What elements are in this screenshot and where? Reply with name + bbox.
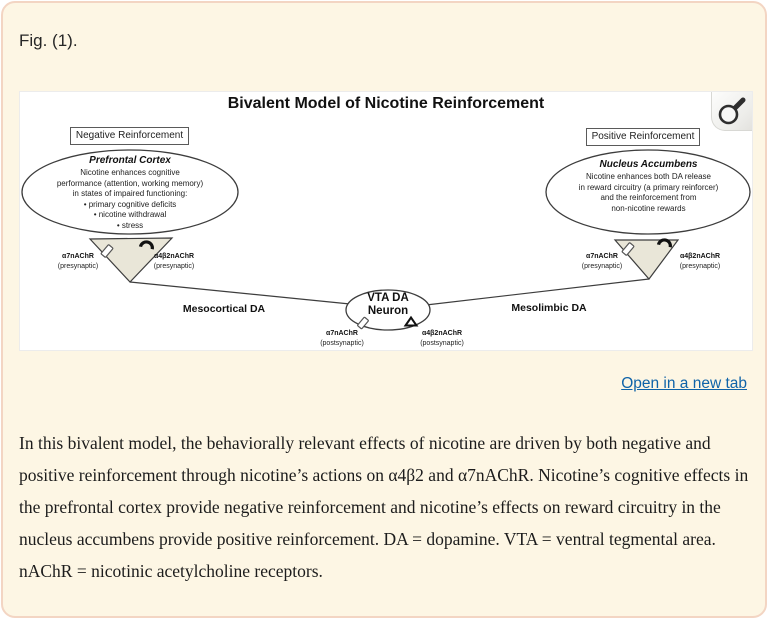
mesolimbic-da-label: Mesolimbic DA bbox=[511, 302, 587, 314]
vta-line2: Neuron bbox=[367, 305, 409, 317]
positive-reinforcement-box: Positive Reinforcement bbox=[586, 128, 700, 146]
a7-name: α7nAChR bbox=[586, 253, 618, 260]
mesocortical-pathway-line bbox=[130, 282, 350, 304]
nucleus-accumbens-text bbox=[544, 159, 753, 214]
prefrontal-cortex-title: Prefrontal Cortex bbox=[89, 155, 171, 166]
a7-postsynaptic-label bbox=[304, 329, 380, 348]
pfc-bullet: • nicotine withdrawal bbox=[93, 210, 167, 219]
negative-reinforcement-box: Negative Reinforcement bbox=[70, 127, 189, 145]
vta-neuron-label bbox=[346, 292, 430, 318]
figure-image-panel[interactable] bbox=[19, 91, 753, 351]
presynaptic-text: (presynaptic) bbox=[153, 262, 195, 270]
presynaptic-text: (presynaptic) bbox=[57, 262, 99, 270]
nac-line: in reward circuitry (a primary reinforcer) bbox=[578, 182, 719, 192]
prefrontal-cortex-text bbox=[22, 155, 238, 231]
zoom-figure-button[interactable] bbox=[711, 92, 752, 131]
pfc-bullet: • primary cognitive deficits bbox=[83, 199, 177, 209]
a7-presynaptic-label-right bbox=[564, 252, 640, 271]
figure-label: Fig. (1). bbox=[19, 31, 78, 50]
mesocortical-da-label: Mesocortical DA bbox=[182, 303, 266, 315]
a7-presynaptic-label-left bbox=[40, 252, 116, 271]
a4b2-postsynaptic-label bbox=[402, 329, 482, 348]
pfc-line: Nicotine enhances cognitive bbox=[80, 168, 180, 177]
postsynaptic-text: (postsynaptic) bbox=[320, 339, 364, 347]
a4b2-name: α4β2nAChR bbox=[421, 330, 463, 337]
presynaptic-text: (presynaptic) bbox=[679, 262, 721, 270]
nac-line: Nicotine enhances both DA release bbox=[586, 172, 711, 181]
diagram-title: Bivalent Model of Nicotine Reinforcement bbox=[227, 95, 545, 112]
article-figure-card bbox=[1, 1, 767, 618]
a7-name: α7nAChR bbox=[62, 253, 94, 260]
presynaptic-text: (presynaptic) bbox=[581, 262, 623, 270]
a4b2-name: α4β2nAChR bbox=[679, 253, 721, 260]
magnifier-icon bbox=[715, 95, 749, 127]
a4b2-presynaptic-label-right bbox=[660, 252, 740, 271]
open-link-row bbox=[19, 375, 749, 393]
pfc-line: performance (attention, working memory) bbox=[56, 178, 204, 188]
a7-name: α7nAChR bbox=[326, 330, 358, 337]
nac-line: and the reinforcement from bbox=[600, 193, 697, 202]
open-in-new-tab-link[interactable]: Open in a new tab bbox=[621, 375, 747, 392]
postsynaptic-text: (postsynaptic) bbox=[420, 339, 464, 347]
nucleus-accumbens-title: Nucleus Accumbens bbox=[599, 159, 698, 170]
pfc-bullet: • stress bbox=[116, 220, 144, 230]
figure-caption: In this bivalent model, the behaviorally relevant effects of nicotine are driven by both negative and positive reinforcement through nicotine’s actions on α4β2 and α7nAChR. Nicotine’s cognitive effects in the prefrontal cortex provide negative reinforcement and nicotine’s effects on reward circuitry in the nucleus accumbens provide positive reinforcement. DA = dopamine. VTA = ventral tegmental area. nAChR = nicotinic acetylcholine receptors. bbox=[19, 433, 749, 581]
pfc-line: in states of impaired functioning: bbox=[72, 189, 188, 198]
nac-line: non-nicotine rewards bbox=[611, 203, 686, 213]
vta-line1: VTA DA bbox=[367, 292, 409, 304]
a4b2-presynaptic-label-left bbox=[133, 252, 215, 271]
a4b2-name: α4β2nAChR bbox=[153, 253, 195, 260]
